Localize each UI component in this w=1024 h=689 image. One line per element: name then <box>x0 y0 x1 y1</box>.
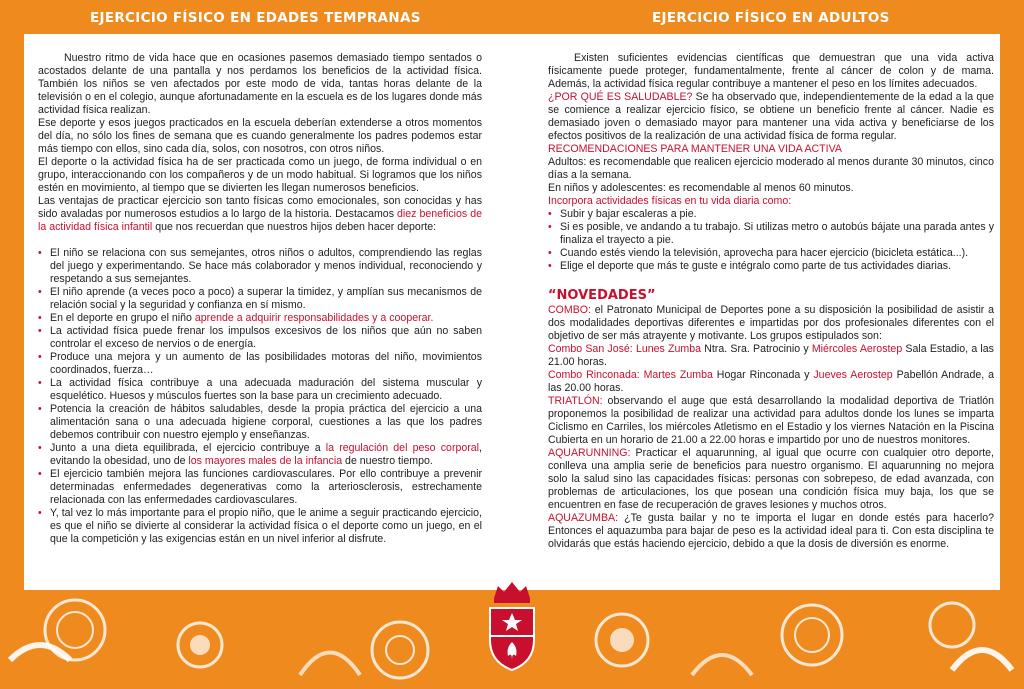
right-page <box>512 0 1024 689</box>
aquazumba <box>548 512 994 551</box>
benefit-8-text-mid: , evitando la obesidad, uno de <box>50 442 482 467</box>
left-body <box>38 52 482 546</box>
combo-rinconada-text: Hogar Rinconada y <box>712 369 814 381</box>
recommendations-title: RECOMENDACIONES PARA MANTENER UNA VIDA ACTIVA <box>548 143 842 155</box>
benefit-10: • Y, tal vez lo más importante para el propio niño, que le anime a seguir practicando ejercicio, es que el niño se divierte al considerar la actividad física o el deporte como un juego, en el que la competición y las exigencias están en un nivel inferior al disfrute. <box>38 507 482 546</box>
ventajas-highlight: diez beneficios de la actividad física infantil <box>38 208 483 233</box>
triatlon-label: TRIATLÓN: <box>548 395 603 407</box>
aquarunning <box>548 447 994 512</box>
combo <box>548 304 994 343</box>
combo-rinconada <box>548 369 994 395</box>
right-footer-decoration <box>512 590 1024 689</box>
combo-rinconada-text-end: Pabellón Andrade, a las 20.00 horas. <box>548 369 994 394</box>
question-highlight: ¿POR QUÉ ES SALUDABLE? <box>548 91 693 103</box>
benefit-3 <box>38 312 482 325</box>
left-footer-decoration <box>0 590 512 689</box>
combo-san-jose-text-end: Sala Estadio, a las 21.00 horas. <box>548 343 994 368</box>
right-body <box>548 52 994 551</box>
right-title: EJERCICIO FÍSICO EN ADULTOS <box>652 10 890 26</box>
combo-text: el Patronato Municipal de Deportes pone a su disposición la posibilidad de asistir a dos modalidades deportivas diferentes e impartidas por dos profesionales diferentes con el objetivo de ser más atrayente y motivante. Los grupos estipulados son: <box>548 304 994 342</box>
triatlon-text: observando el auge que está desarrollando la modalidad deportiva de Triatlón proponemos la posibilidad de realizar una actividad para adultos donde los lunes se imparta Ciclismo en Carriles, los miércoles Atletismo en el Estadio y los viernes Natación en la Piscina Cubierta en un horario de 21.00 a 22.00 horas e impartido por uno de nuestros monitores. <box>548 395 994 446</box>
aquarunning-label: AQUARUNNING: <box>548 447 631 459</box>
incorporate-3: • Cuando estés viendo la televisión, aprovecha para hacer ejercicio (bicicleta estática...). <box>548 247 994 260</box>
recommendations-adults: Adultos: es recomendable que realicen ejercicio moderado al menos durante 30 minutos, cinco días a la semana. <box>548 156 994 181</box>
aquazumba-label: AQUAZUMBA: <box>548 512 619 524</box>
recommendations-kids: En niños y adolescentes: es recomendable al menos 60 minutos. <box>548 182 854 194</box>
combo-san-jose-label-2: Miércoles Aerostep <box>811 343 903 355</box>
incorporate-1: • Subir y bajar escaleras a pie. <box>548 208 994 221</box>
combo-san-jose <box>548 343 994 369</box>
left-intro-3: El deporte o la actividad física ha de ser practicada como un juego, de forma individual o en grupo, interaccionando con los compañeros y de un modo habitual. Si logramos que los niños estén en movimiento, al tiempo que se divierten les llegan numerosos beneficios. <box>38 156 482 194</box>
aquarunning-text: Practicar el aquarunning, al igual que ocurre con cualquier otro deporte, conlleva una amplia serie de beneficios para nuestro organismo. El aquarunning no mejora solo la salud sino las capacidades físicas: personas con sobrepeso, de edad avanzada, con problemas de articulaciones, los que posean una condición física muy baja, los que se encuentren en fase de recuperación de graves lesiones y muchos otros. <box>548 447 994 511</box>
benefit-8-highlight-1: la regulación del peso corporal <box>325 442 480 454</box>
combo-label: COMBO: <box>548 304 591 316</box>
right-intro: Existen suficientes evidencias científicas que demuestran que una vida activa físicamente puede proteger, fundamentalmente, frente al cáncer de colon y de mama. Además, la actividad física regular contribuye a mantener el peso en los límites adecuados. <box>548 52 994 90</box>
benefit-3-highlight: aprende a adquirir responsabilidades y a cooperar. <box>194 312 434 324</box>
incorporate-title: Incorpora actividades físicas en tu vida diaria como: <box>548 195 792 207</box>
question-text: Se ha observado que, independientemente de la edad a la que se comience a realizar ejercicio físico, se obtiene un beneficio frente al cáncer. Nadie es demasiado joven o demasiado mayor para mantener una vida activa y beneficiarse de los efectos positivos de la realización de una actividad física de forma regular. <box>548 91 994 142</box>
benefit-4: • La actividad física puede frenar los impulsos excesivos de los niños que aún no saben controlar el exceso de nervios o de energía. <box>38 325 482 351</box>
left-ventajas <box>38 195 482 234</box>
incorporate-2: • Si es posible, ve andando a tu trabajo. Si utilizas metro o autobús bájate una parada antes y finaliza el trayecto a pie. <box>548 221 994 247</box>
benefit-5: • Produce una mejora y un aumento de las posibilidades motoras del niño, movimientos coordinados, fuerza… <box>38 351 482 377</box>
left-header <box>0 0 512 34</box>
benefit-8 <box>38 442 482 468</box>
triatlon <box>548 395 994 447</box>
ventajas-text: Las ventajas de practicar ejercicio son tanto físicas como emocionales, son conocidas y has sido avaladas por numerosos estudios a lo largo de la historia. Destacamos <box>38 195 482 220</box>
right-question <box>548 91 994 143</box>
benefit-6: • La actividad física contribuye a una adecuada maduración del sistema muscular y esquelético. Huesos y músculos fuertes son la base para un crecimiento adecuado. <box>38 377 482 403</box>
benefit-2: • El niño aprende (a veces poco a poco) a superar la timidez, y amplían sus mecanismos de relación social y la seguridad y confianza en sí mismo. <box>38 286 482 312</box>
benefit-9: • El ejercicio también mejora las funciones cardiovasculares. Por ello contribuye a prevenir determinadas enfermedades degenerativas como la arteriosclerosis, estrechamente relacionada con las enfermedades cardiovasculares. <box>38 468 482 507</box>
right-footer-band <box>512 590 1024 689</box>
incorporate-4: • Elige el deporte que más te guste e intégralo como parte de tus actividades diarias. <box>548 260 994 273</box>
combo-rinconada-label: Combo Rinconada: Martes Zumba <box>548 369 713 381</box>
benefit-3-text: En el deporte en grupo el niño <box>50 312 195 324</box>
combo-san-jose-label: Combo San José: Lunes Zumba <box>548 343 701 355</box>
left-intro-1: Nuestro ritmo de vida hace que en ocasiones pasemos demasiado tiempo sentados o acostados delante de una pantalla y nos perdamos los beneficios de la actividad física. También los niños se ven afectados por este modo de vida, tantas horas delante de la televisión o en el colegio, aunque afortunadamente en la escuela es de los lugares donde más actividad física realizan. <box>38 52 482 116</box>
ventajas-text-end: que nos recuerdan que nuestros hijos deben hacer deporte: <box>152 221 437 233</box>
combo-rinconada-label-2: Jueves Aerostep <box>813 369 893 381</box>
aquazumba-text: ¿Te gusta bailar y no te importa el lugar en donde estés para hacerlo? Entonces el aquazumba para bajar de peso es la actividad ideal para ti. Con esta disciplina te olvidarás que estás haciendo ejercicio, debido a que la dosis de diversión es enorme. <box>548 512 994 550</box>
benefit-8-text: Junto a una dieta equilibrada, el ejercicio contribuye a <box>50 442 326 454</box>
benefit-7: • Potencia la creación de hábitos saludables, desde la propia práctica del ejercicio a una alimentación sana o una adecuada higiene corporal, cuestiones a las que los padres debemos contribuir con nuestro ejemplo y enseñanzas. <box>38 403 482 442</box>
left-footer-band <box>0 590 512 689</box>
benefit-8-highlight-2: los mayores males de la infancia <box>188 455 343 467</box>
benefit-8-text-end: de nuestro tiempo. <box>342 455 433 467</box>
combo-san-jose-text: Ntra. Sra. Patrocinio y <box>701 343 812 355</box>
right-header <box>512 0 1024 34</box>
left-intro-2: Ese deporte y esos juegos practicados en la escuela deberían extenderse a otros momentos del día, no sólo los fines de semana que es cuando generalmente los padres podemos estar más tiempo con ellos, sino cada día, solos, con nosotros, con otros niños. <box>38 117 482 155</box>
crest-icon <box>484 580 540 672</box>
benefit-1: • El niño se relaciona con sus semejantes, otros niños o adultos, comprendiendo las reglas del juego y experimentando. Se hace más colaborador y menos individual, reconociendo y respetando a sus semejantes. <box>38 247 482 286</box>
left-title: EJERCICIO FÍSICO EN EDADES TEMPRANAS <box>90 10 421 26</box>
novedades-heading: “NOVEDADES” <box>548 288 656 303</box>
